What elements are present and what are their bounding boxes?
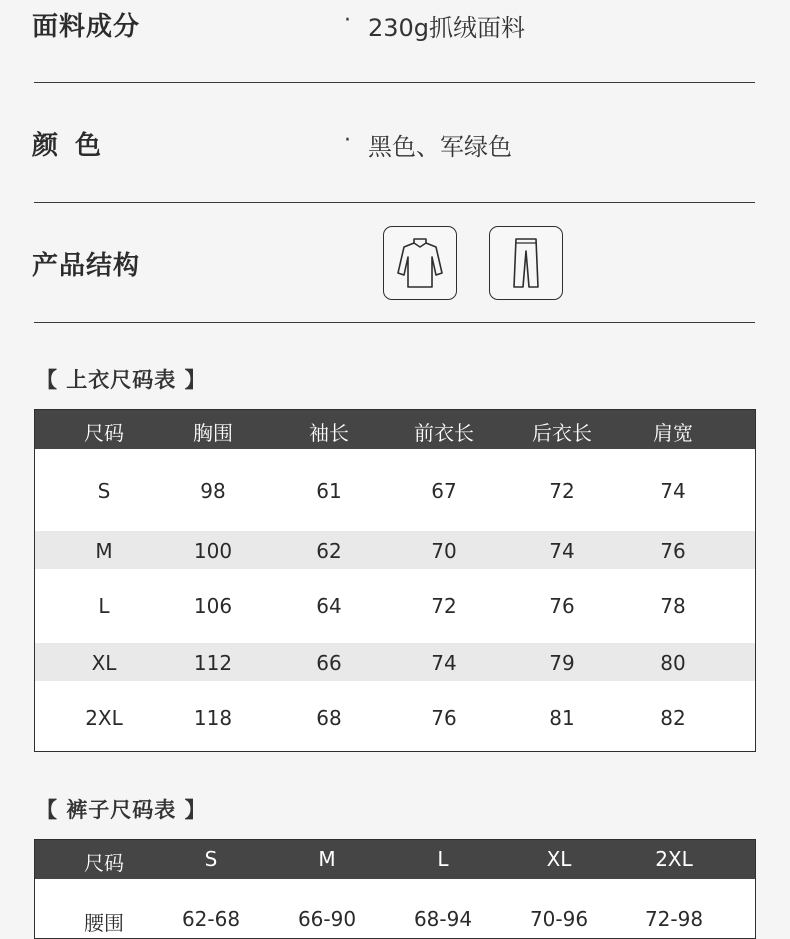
- table-cell: 74: [660, 479, 686, 503]
- table-cell: 68: [316, 706, 342, 730]
- table-cell: 78: [660, 594, 686, 618]
- header-cell: 尺码: [84, 421, 124, 445]
- header-cell: 尺码: [84, 851, 124, 875]
- spec-color-label: 颜 色: [32, 131, 103, 161]
- table-cell: 100: [193, 539, 233, 563]
- header-cell: 后衣长: [532, 421, 592, 445]
- table-cell: 66: [316, 651, 342, 675]
- spec-structure-label: 产品结构: [32, 251, 141, 281]
- table-cell: 82: [660, 706, 686, 730]
- table-cell: 79: [549, 651, 575, 675]
- table-row: [35, 449, 755, 531]
- table-row: [35, 531, 755, 569]
- header-cell: S: [204, 847, 218, 871]
- table-cell: 70: [431, 539, 457, 563]
- divider: [34, 82, 755, 83]
- table-cell: XL: [91, 651, 117, 675]
- header-cell: 2XL: [655, 847, 693, 871]
- table-cell: 118: [193, 706, 233, 730]
- pants-table-title: 【 裤子尺码表 】: [36, 798, 207, 822]
- table-cell: 66-90: [297, 907, 357, 931]
- spec-fabric-label: 面料成分: [32, 12, 141, 42]
- divider: [34, 202, 755, 203]
- divider: [34, 322, 755, 323]
- spec-fabric-bullet: ·: [344, 8, 351, 33]
- table-header: [35, 410, 755, 449]
- table-cell: 2XL: [85, 706, 123, 730]
- table-cell: 62: [316, 539, 342, 563]
- spec-color-value: 黑色、军绿色: [368, 133, 512, 161]
- table-row: [35, 681, 755, 752]
- table-cell: 72: [431, 594, 457, 618]
- table-cell: L: [98, 594, 110, 618]
- table-cell: 72-98: [644, 907, 704, 931]
- table-row: [35, 569, 755, 643]
- header-cell: 胸围: [193, 421, 233, 445]
- table-cell: 80: [660, 651, 686, 675]
- table-row: [35, 879, 755, 939]
- table-cell: 106: [193, 594, 233, 618]
- header-cell: 前衣长: [414, 421, 474, 445]
- table-cell: 72: [549, 479, 575, 503]
- top-size-table: [34, 409, 756, 752]
- table-cell: 腰围: [84, 911, 124, 935]
- header-cell: 袖长: [309, 421, 349, 445]
- spec-color-bullet: ·: [344, 128, 351, 153]
- pants-size-table: [34, 839, 756, 939]
- table-cell: 67: [431, 479, 457, 503]
- table-cell: 70-96: [529, 907, 589, 931]
- table-cell: 98: [200, 479, 226, 503]
- table-cell: 62-68: [181, 907, 241, 931]
- table-cell: 68-94: [413, 907, 473, 931]
- table-cell: 81: [549, 706, 575, 730]
- pants-icon: [489, 226, 563, 300]
- table-cell: 74: [549, 539, 575, 563]
- header-cell: L: [437, 847, 449, 871]
- table-row: [35, 643, 755, 681]
- table-header: [35, 840, 755, 879]
- table-cell: 76: [660, 539, 686, 563]
- header-cell: M: [318, 847, 336, 871]
- header-cell: 肩宽: [653, 421, 693, 445]
- table-cell: 76: [431, 706, 457, 730]
- top-table-title: 【 上衣尺码表 】: [36, 368, 207, 392]
- table-cell: 64: [316, 594, 342, 618]
- top-shirt-icon: [383, 226, 457, 300]
- table-cell: 112: [193, 651, 233, 675]
- header-cell: XL: [546, 847, 572, 871]
- table-cell: S: [97, 479, 111, 503]
- table-cell: 74: [431, 651, 457, 675]
- table-cell: M: [95, 539, 113, 563]
- spec-fabric-value: 230g抓绒面料: [368, 14, 526, 42]
- table-cell: 76: [549, 594, 575, 618]
- table-cell: 61: [316, 479, 342, 503]
